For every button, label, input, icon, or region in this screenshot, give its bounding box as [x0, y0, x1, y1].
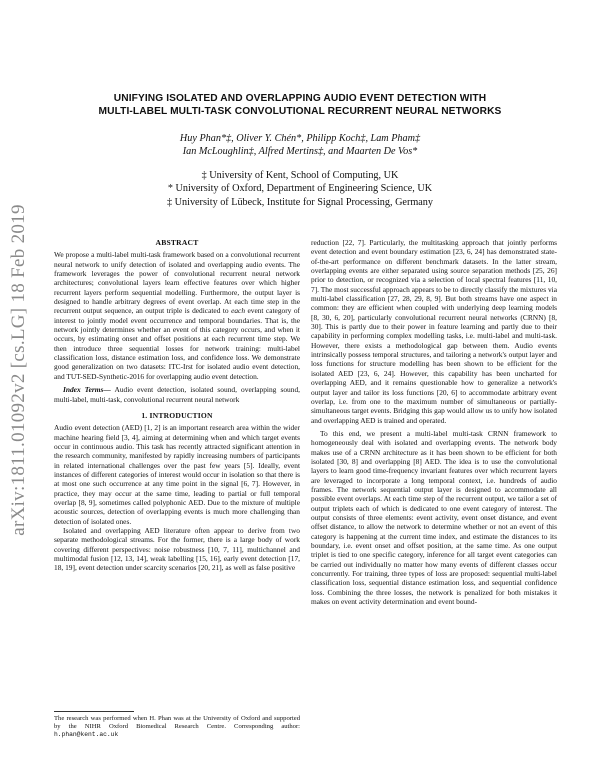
affiliation-oxford: * University of Oxford, Department of Engineering Science, UK [167, 183, 433, 195]
introduction-heading: 1. INTRODUCTION [141, 410, 213, 420]
footnote-email: h.phan@kent.ac.uk [54, 731, 119, 739]
right-paragraph-1: reduction [22, 7]. Particularly, the multitasking approach that jointly performs event detection and event boundary estimation [23, 6, 24] has demonstrated state-of-the-art performance on different benchmark datasets. In the latter stream, overlapping events are either separated using source separation methods [25, 26] prior to detection, or recognized via a selection of local spectral features [11, 10, 7]. The most successful approach appears to be to directly classify the mixtures via multi-label classification [27, 28, 29, 8, 9]. But both streams have one aspect in common: they are efficient when coupled with underlying deep learning models [8, 30, 6, 20], particularly convolutional recurrent neural networks (CRNN) [8, 30]. This is partly due to their power in feature learning and partly due to their capability in performing complex modelling tasks, i.e. multi-label and multi-task. However, there exists a methodological gap between them. Audio events intrinsically possess temporal structures, and tailoring a network's output layer and loss functions for structure modelling has been shown to be efficient for the isolated AED [23, 6, 24]. However, this capability has been uncharted for overlapping AED, and it remains questionable how to generalize a network's output layer and tailor its loss functions [20, 6] to accommodate arbitrary event overlap, i.e. from one to the maximum number of simultaneous or partially-simultaneous target events. Bridging this gap would allow us to unify how isolated and overlapping AED is trained and operated. [311, 238, 557, 425]
title-line-2: MULTI-LABEL MULTI-TASK CONVOLUTIONAL RECURRENT NEURAL NETWORKS [98, 106, 502, 117]
index-terms [54, 385, 300, 404]
introduction-paragraph-2: Isolated and overlapping AED literature often appear to derive from two separate methodological streams. For the former, there is a large body of work covering different perspectives: noise robustness [10, 7, 11], multichannel and multimodal fusion [12, 13, 14], weak labelling [15, 16], early event detection [17, 18, 19], event detection under scarcity scenarios [20, 21], as well as false positive [54, 525, 300, 573]
affiliation-list [60, 169, 540, 209]
abstract-text-part-2: event category of interest to jointly model event occurrence and temporal boundaries. That is, the network jointly determines whether an event of this category occurs, and when it occurs, by estimating onset and offset positions at each recurrent time step. We then introduce three sequential losses for network training: multi-label classification loss, distance estimation loss, and confidence loss. We demonstrate good generalization on two datasets: ITC-Irst for isolated audio event detection, and TUT-SED-Synthetic-2016 for overlapping audio event detection. [54, 306, 300, 381]
footnote-divider [54, 711, 134, 712]
abstract-text [54, 250, 300, 381]
affiliation-kent: ‡ University of Kent, School of Computing, UK [201, 170, 399, 181]
affiliation-luebeck: ‡ University of Lübeck, Institute for Signal Processing, Germany [167, 196, 433, 208]
title-line-1: UNIFYING ISOLATED AND OVERLAPPING AUDIO EVENT DETECTION WITH [113, 93, 487, 104]
index-terms-label: Index Terms— [63, 385, 111, 395]
arxiv-stamp-text: arXiv:1811.01092v2 [cs.LG] 18 Feb 2019 [8, 204, 29, 536]
index-terms-text: Audio event detection, isolated sound, overlapping sound, multi-label, multi-task, convolutional recurrent neural network [54, 385, 300, 404]
footnote [54, 715, 300, 740]
author-list [60, 132, 540, 158]
footnote-text: The research was performed when H. Phan was at the University of Oxford and supported by the NIHR Oxford Biomedical Research Centre. Corresponding author: [54, 715, 300, 731]
paper-title [60, 92, 540, 118]
right-column [311, 238, 557, 606]
abstract-emphasis: each [231, 306, 246, 316]
arxiv-stamp [2, 190, 36, 550]
abstract-text-part-1: We propose a multi-label multi-task framework based on a convolutional recurrent neural network to unify detection of isolated and overlapping audio events. The framework leverages the power of convolutional recurrent neural network architectures; convolutional layers learn effective features over which higher recurrent layers perform sequential modelling. Furthermore, the output layer is designed to handle arbitrary degrees of event overlap. At each time step in the recurrent output sequence, an output triple is dedicated to [54, 250, 300, 316]
authors-line-1: Huy Phan*‡, Oliver Y. Chén*, Philipp Koch‡, Lam Pham‡ [179, 133, 421, 144]
right-paragraph-2: To this end, we present a multi-label multi-task CRNN framework to homogeneously deal with isolated and overlapping events. The network body makes use of a CRNN architecture as it has been shown to be efficient for both isolated [30, 8] and overlapping [8] AED. The idea is to use the convolutional layers to learn good time-frequency invariant features over which recurrent layers are leveraged to incorporate a long temporal context, i.e. hundreds of audio frames. The network sequential output layer is designed to accommodate all possible event overlaps. At each time step of the recurrent output, we tailor a set of output triplets each of which is dedicated to one event category of interest. The output consists of three elements: event activity, event onset distance, and event offset distance, to allow the network to determine whether or not an event of this category is happening at the current time index, and estimate the distances to its boundary, i.e. event onset and offset position, at the same time. As one output triplet is tied to one specific category, inference for all target event categories can be carried out individually no matter how many events of different classes occur concurrently. For training, three types of loss are proposed: sequential multi-label classification loss, sequential distance estimation loss, and sequential confidence loss. Combining the three losses, the network is penalized for both mistakes it makes on event activity determination and event bound- [311, 428, 557, 607]
abstract-heading: ABSTRACT [155, 238, 199, 247]
introduction-paragraph-1: Audio event detection (AED) [1, 2] is an important research area within the wider machine hearing field [3, 4], aiming at determining when and which target events occur in continuous audio. This task has recently attracted significant attention in the research community, manifested by rapidly increasing numbers of participants in related international challenges over the past few years [5]. Ideally, event instances of different categories of interest would occur in isolation so that there is at most one such occurrence at any time point in the signal [6, 7]. However, in practice, they may occur at the same time, leading to partial or full temporal overlap [8, 9], sometimes called polyphonic AED. Due to the mixture of multiple acoustic sources, detection of overlapping events is much more challenging than detection of isolated ones. [54, 423, 300, 526]
left-column [54, 238, 300, 573]
authors-line-2: Ian McLoughlin‡, Alfred Mertins‡, and Maarten De Vos* [182, 146, 418, 157]
